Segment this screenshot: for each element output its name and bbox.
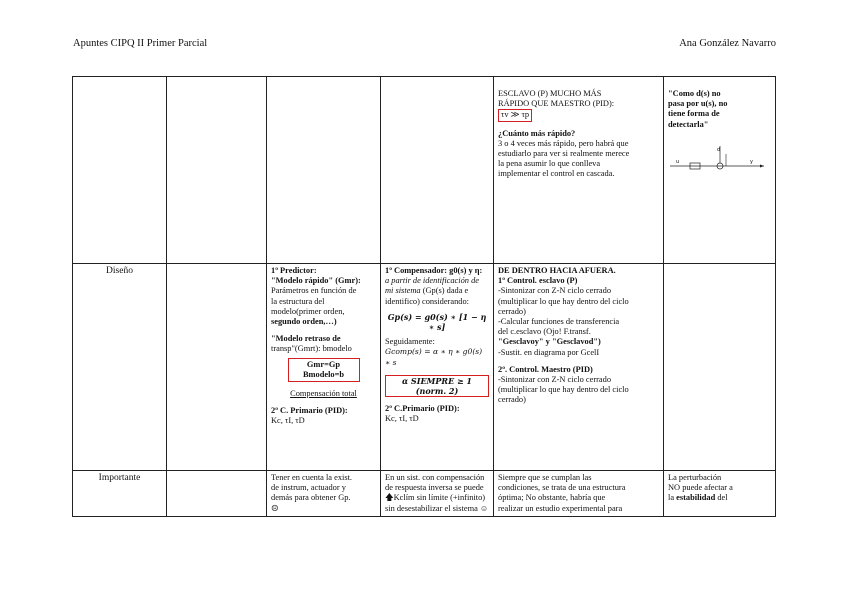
- cell-importante-cascade: [494, 471, 664, 517]
- equation-gp: Gp(s) = g0(s) ∗ [1 − η ∗ s]: [387, 311, 487, 333]
- imp-pert-2: NO puede afectar a: [668, 483, 733, 493]
- compensador-primario-params: Kc, τI, τD: [385, 414, 419, 424]
- notes-table: [72, 76, 776, 517]
- compensador-italic-2: mi sistema: [385, 286, 421, 296]
- predictor-text-3: modelo(primer orden,: [271, 306, 345, 316]
- predictor-segundo-orden: segundo orden,…): [271, 317, 337, 327]
- esclavo-line-1: -Sintonizar con Z-N ciclo cerrado: [498, 286, 612, 296]
- compensador-text-a: (Gp(s) dada e: [420, 286, 469, 296]
- cell-empty: [381, 77, 494, 264]
- cascade-text-2: estudiarlo para ver si realmente merece: [498, 149, 630, 159]
- cell-empty: [167, 264, 267, 471]
- seguidamente: Seguidamente:: [385, 337, 435, 347]
- maestro-line-2: (multiplicar lo que hay dentro del ciclo: [498, 385, 629, 395]
- imp-predictor-3: demás para obtener Gp.: [271, 493, 351, 503]
- header-left: Apuntes CIPQ II Primer Parcial: [73, 38, 208, 49]
- cell-empty: [73, 77, 167, 264]
- sketch-label-y: y: [750, 158, 753, 165]
- predictor-retraso-2: transp"(Gmrt): bmodelo: [271, 344, 352, 354]
- predictor-modelo-rapido: "Modelo rápido" (Gmr):: [271, 276, 361, 286]
- block-diagram-sketch: [668, 142, 768, 178]
- cell-importante-perturbacion: [664, 471, 776, 517]
- maestro-line-3: cerrado): [498, 395, 526, 405]
- row-label-diseno: Diseño: [73, 264, 167, 471]
- compensador-primario-title: 2º C.Primario (PID):: [385, 404, 460, 414]
- esclavo-line-2: (multiplicar lo que hay dentro del ciclo: [498, 296, 629, 306]
- header-right: Ana González Navarro: [679, 38, 776, 49]
- imp-comp-3: 🡅Kclím sin límite (+infinito): [385, 493, 486, 503]
- predictor-gmr: Gmr=Gp: [306, 359, 341, 369]
- esclavo-line-5: del c.esclavo (Ojo! F.transf.: [498, 327, 591, 337]
- imp-cascade-2: condiciones, se trata de una estructura: [498, 483, 626, 493]
- equation-gcomp: Gcomp(s) = α ∗ η ∗ g0(s) ∗ s: [385, 347, 483, 367]
- cell-cascade-design: [494, 264, 664, 471]
- cascade-text-4: implementar el control en cascada.: [498, 169, 615, 179]
- cell-empty: [167, 471, 267, 517]
- sad-face-icon: ☹: [271, 503, 279, 513]
- imp-pert-3a: la: [668, 493, 677, 503]
- predictor-text-1: Parámetros en función de: [271, 286, 357, 296]
- cascade-line2: RÁPIDO QUE MAESTRO (PID):: [498, 99, 615, 109]
- cascade-line1: ESCLAVO (P) MUCHO MÁS: [498, 89, 602, 98]
- imp-cascade-3: óptima; No obstante, habría que: [498, 493, 606, 503]
- cascade-question: ¿Cuánto más rápido?: [498, 128, 576, 138]
- maestro-title: 2º. Control. Maestro (PID): [498, 364, 593, 374]
- alpha-condition-box: α SIEMPRE ≥ 1 (norm. 2): [385, 375, 489, 397]
- compensador-italic-1: a partir de identificación de: [385, 276, 479, 286]
- predictor-primario-params: Kc, τI, τD: [271, 416, 305, 426]
- imp-comp-4: sin desestabilizar el sistema ☺: [385, 503, 489, 513]
- table-row: [73, 77, 776, 264]
- predictor-title: 1º Predictor:: [271, 266, 317, 275]
- sustit-line: -Sustit. en diagrama por GcelI: [498, 347, 600, 357]
- cascade-text-3: la pena asumir lo que conlleva: [498, 159, 601, 169]
- table-row: [73, 471, 776, 517]
- predictor-primario-title: 2º C. Primario (PID):: [271, 406, 348, 416]
- sketch-label-d: d: [717, 146, 721, 153]
- cell-empty: [167, 77, 267, 264]
- imp-cascade-1: Siempre que se cumplan las: [498, 473, 592, 482]
- imp-cascade-4: realizar un estudio experimental para: [498, 503, 623, 513]
- esclavo-line-3: cerrado): [498, 306, 526, 316]
- compensacion-total: Compensación total: [290, 389, 357, 399]
- predictor-retraso-1: "Modelo retraso de: [271, 334, 341, 344]
- sketch-label-u: u: [676, 158, 680, 165]
- esclavo-line-4: -Calcular funciones de transferencia: [498, 317, 620, 327]
- tau-relation-box: τv ≫ τp: [498, 109, 532, 121]
- imp-predictor-1: Tener en cuenta la exist.: [271, 473, 353, 482]
- cell-importante-compensador: [381, 471, 494, 517]
- cell-importante-predictor: [267, 471, 381, 517]
- cell-empty: [664, 264, 776, 471]
- disturbance-note-1: "Como d(s) no: [668, 89, 721, 98]
- predictor-gmr-box: [288, 358, 360, 382]
- imp-comp-1: En un sist. con compensación: [385, 473, 485, 482]
- imp-predictor-2: de instrum, actuador y: [271, 483, 346, 493]
- predictor-bmodelo: Bmodelo=b: [302, 369, 345, 379]
- table-row: [73, 264, 776, 471]
- maestro-line-1: -Sintonizar con Z-N ciclo cerrado: [498, 375, 612, 385]
- disturbance-note-4: detectarla": [668, 119, 709, 129]
- predictor-text-2: la estructura del: [271, 296, 325, 306]
- imp-pert-1: La perturbación: [668, 473, 722, 482]
- compensador-title: 1º Compensador: g0(s) y η:: [385, 266, 483, 275]
- gesclavo-line: "Gesclavoy" y "Gesclavod"): [498, 337, 601, 347]
- imp-pert-3c: del: [715, 493, 728, 503]
- cascade-design-title: DE DENTRO HACIA AFUERA.: [498, 266, 616, 275]
- disturbance-note-2: pasa por u(s), no: [668, 99, 728, 109]
- disturbance-note-3: tiene forma de: [668, 109, 720, 119]
- cell-empty: [267, 77, 381, 264]
- cell-predictor: [267, 264, 381, 471]
- row-label-importante: Importante: [73, 471, 167, 517]
- cell-cascade-speed: [494, 77, 664, 264]
- cell-compensador: [381, 264, 494, 471]
- esclavo-title: 1º Control. esclavo (P): [498, 276, 578, 286]
- compensador-text-b: identifico) considerando:: [385, 296, 469, 306]
- imp-pert-3b: estabilidad: [676, 493, 716, 503]
- cell-disturbance-note: [664, 77, 776, 264]
- imp-comp-2: de respuesta inversa se puede: [385, 483, 484, 493]
- cascade-text-1: 3 o 4 veces más rápido, pero habrá que: [498, 138, 629, 148]
